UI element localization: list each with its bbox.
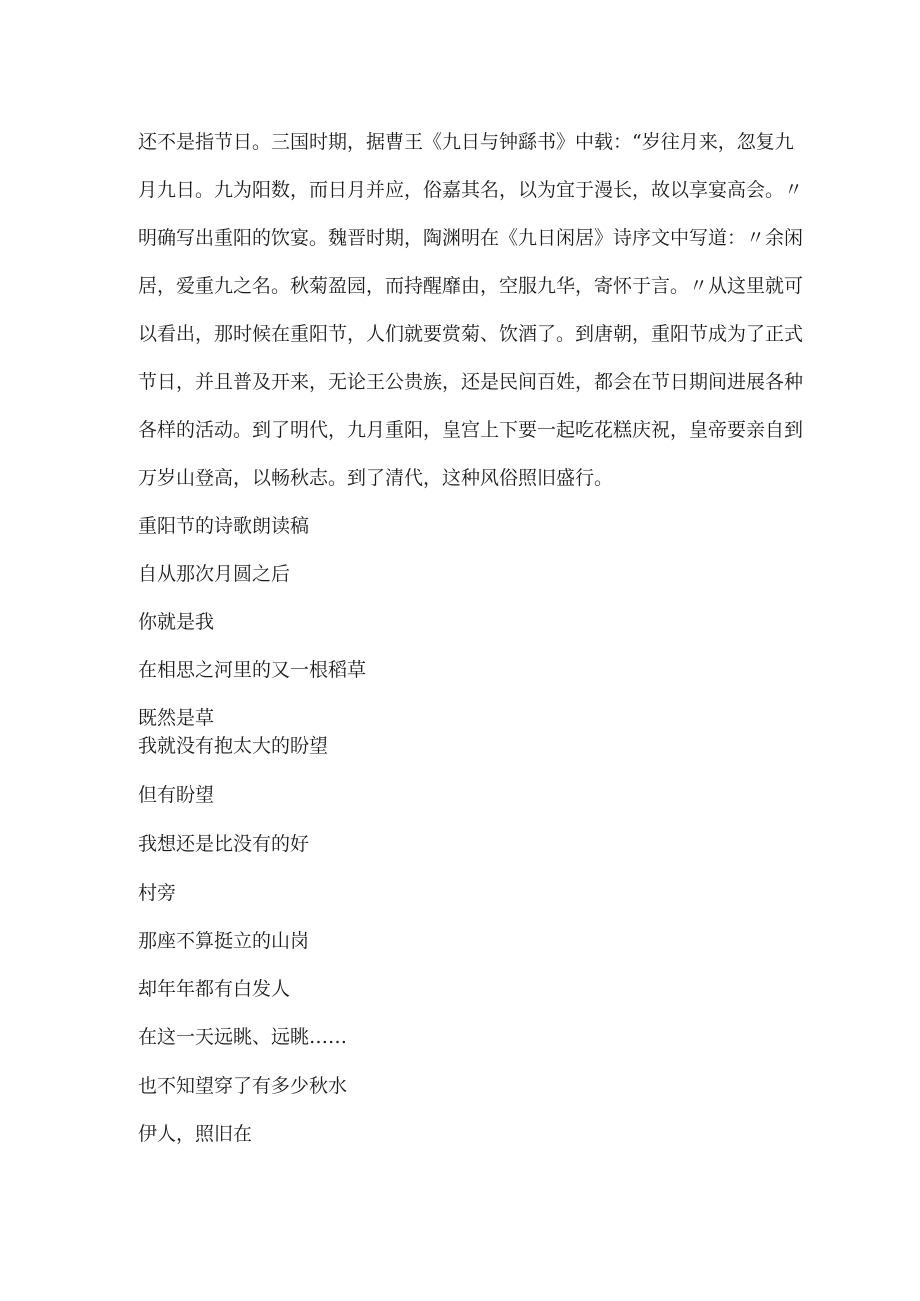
poem-line: 在相思之河里的又一根稻草: [138, 659, 367, 681]
paragraph-line: 还不是指节日。三国时期，据曹王《九日与钟繇书》中载：“岁往月来，忽复九: [138, 131, 794, 153]
poem-line: 也不知望穿了有多少秋水: [138, 1075, 348, 1097]
poem-line: 却年年都有白发人: [138, 978, 291, 1000]
poem-line: 但有盼望: [138, 784, 215, 806]
paragraph-line: 明确写出重阳的饮宴。魏晋时期，陶渊明在《九日闲居》诗序文中写道：〃余闲: [138, 227, 804, 249]
poem-line: 伊人，照旧在: [138, 1123, 253, 1145]
poem-line: 自从那次月圆之后: [138, 563, 291, 585]
paragraph-line: 居，爱重九之名。秋菊盈园，而持醒靡由，空服九华，寄怀于言。〃从这里就可: [138, 275, 804, 297]
poem-line: 我就没有抱太大的盼望: [138, 735, 329, 757]
paragraph-line: 各样的活动。到了明代，九月重阳，皇宫上下要一起吃花糕庆祝，皇帝要亲自到: [138, 419, 804, 441]
paragraph-line: 万岁山登高，以畅秋志。到了清代，这种风俗照旧盛行。: [138, 467, 614, 489]
poem-line: 在这一天远眺、远眺……: [138, 1026, 348, 1048]
paragraph-line: 月九日。九为阳数，而日月并应，俗嘉其名，以为宜于漫长，故以享宴高会。〃: [138, 179, 804, 201]
paragraph-line: 以看出，那时候在重阳节，人们就要赏菊、饮酒了。到唐朝，重阳节成为了正式: [138, 323, 804, 345]
poem-line: 既然是草: [138, 707, 215, 729]
paragraph-line: 节日，并且普及开来，无论王公贵族，还是民间百姓，都会在节日期间进展各种: [138, 371, 804, 393]
poem-line: 我想还是比没有的好: [138, 833, 310, 855]
poem-line: 那座不算挺立的山岗: [138, 930, 310, 952]
poem-title: 重阳节的诗歌朗读稿: [138, 515, 310, 537]
poem-line: 村旁: [138, 882, 177, 904]
poem-line: 你就是我: [138, 611, 215, 633]
